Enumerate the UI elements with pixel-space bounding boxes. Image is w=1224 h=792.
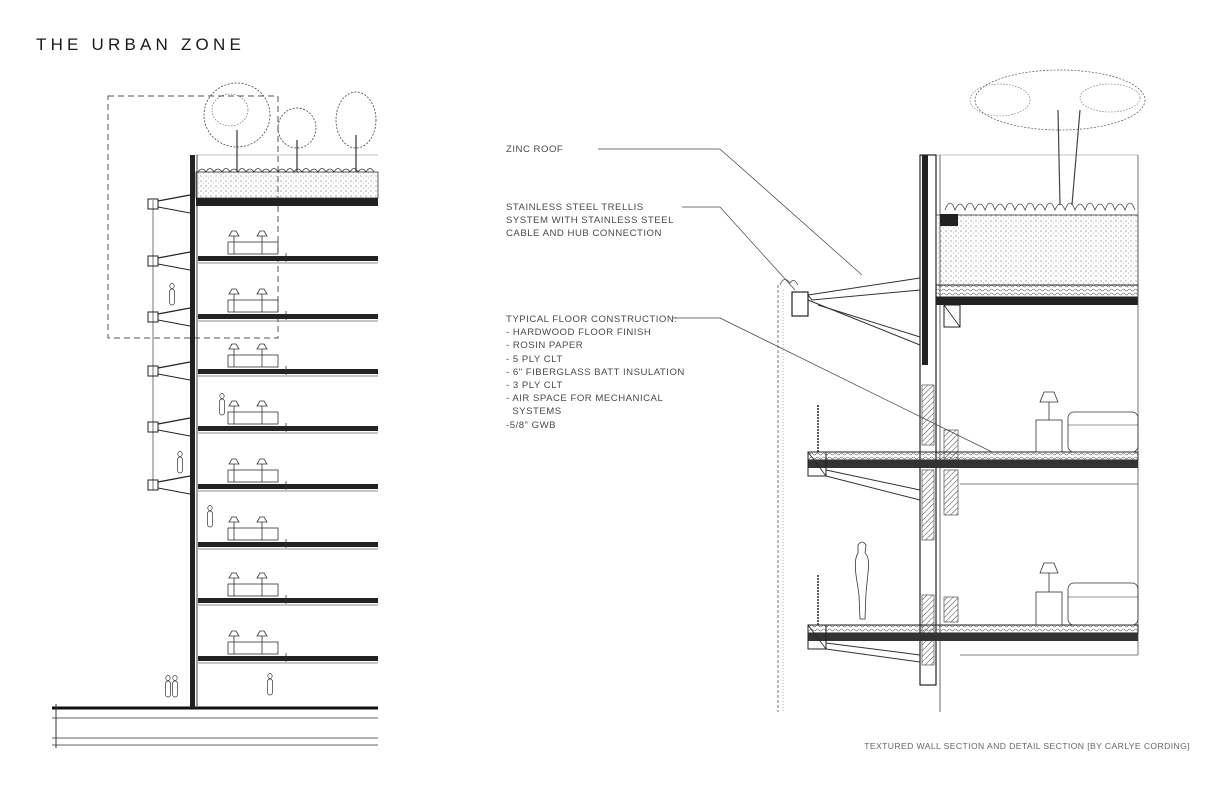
floor-slab	[198, 459, 378, 491]
note-floor-line: TYPICAL FLOOR CONSTRUCTION:	[506, 314, 678, 325]
note-trellis-line: STAINLESS STEEL TRELLIS	[506, 202, 644, 213]
note-trellis-line: SYSTEM WITH STAINLESS STEEL	[506, 215, 674, 227]
floor-slab	[198, 631, 378, 663]
roof-garden	[196, 83, 378, 206]
balcony	[148, 308, 190, 326]
furniture-sketch	[228, 401, 278, 424]
floor-slab	[198, 231, 378, 263]
balconies	[148, 195, 273, 697]
human-figure	[855, 542, 868, 619]
human-figure	[170, 284, 175, 306]
page-title: THE URBAN ZONE	[36, 35, 245, 54]
note-zinc-roof-text: ZINC ROOF	[506, 144, 564, 155]
furniture-sketch	[228, 573, 278, 596]
balcony	[148, 252, 190, 270]
floor-slab	[198, 401, 378, 433]
floor-slab	[198, 517, 378, 549]
balcony	[148, 476, 190, 494]
detail-tree	[970, 70, 1145, 205]
floor-slab	[198, 344, 378, 376]
ground-line	[52, 704, 378, 748]
furniture-sketch	[228, 517, 278, 540]
note-floor-line: - HARDWOOD FLOOR FINISH	[506, 327, 652, 339]
tree-2	[278, 108, 316, 172]
human-figure	[208, 506, 213, 528]
human-figure	[220, 394, 225, 416]
note-trellis-line: CABLE AND HUB CONNECTION	[506, 228, 662, 240]
furniture-lamp-sofa-1	[1036, 392, 1138, 452]
human-figure	[166, 676, 171, 698]
tree-3	[336, 92, 376, 172]
note-floor-line: - AIR SPACE FOR MECHANICAL	[506, 393, 664, 405]
note-trellis	[506, 201, 674, 241]
balcony	[148, 418, 190, 436]
note-floor-construction	[506, 313, 685, 432]
floor-slab	[198, 573, 378, 605]
human-figure	[268, 674, 273, 696]
furniture-lamp-sofa-2	[1036, 563, 1138, 625]
furniture-sketch	[228, 231, 278, 254]
furniture-sketch	[228, 344, 278, 367]
furniture-sketch	[228, 289, 278, 312]
human-figure	[173, 676, 178, 698]
note-floor-line: - 3 PLY CLT	[506, 380, 563, 392]
note-floor-line: - ROSIN PAPER	[506, 340, 584, 352]
facade-wall	[190, 155, 195, 708]
furniture-sketch	[228, 631, 278, 654]
note-floor-line: SYSTEMS	[506, 406, 562, 418]
human-figure	[178, 452, 183, 474]
balcony	[148, 362, 190, 380]
note-zinc-roof	[506, 143, 563, 156]
balcony	[148, 195, 190, 213]
furniture-sketch	[228, 459, 278, 482]
note-floor-line: - 6" FIBERGLASS BATT INSULATION	[506, 366, 685, 378]
floor-slabs	[198, 231, 378, 663]
note-floor-line: - 5 PLY CLT	[506, 353, 563, 365]
note-floor-line: -5/8" GWB	[506, 419, 557, 431]
floor-slab	[198, 289, 378, 321]
figure-caption: TEXTURED WALL SECTION AND DETAIL SECTION [BY CARLYE CORDING]	[864, 741, 1190, 751]
